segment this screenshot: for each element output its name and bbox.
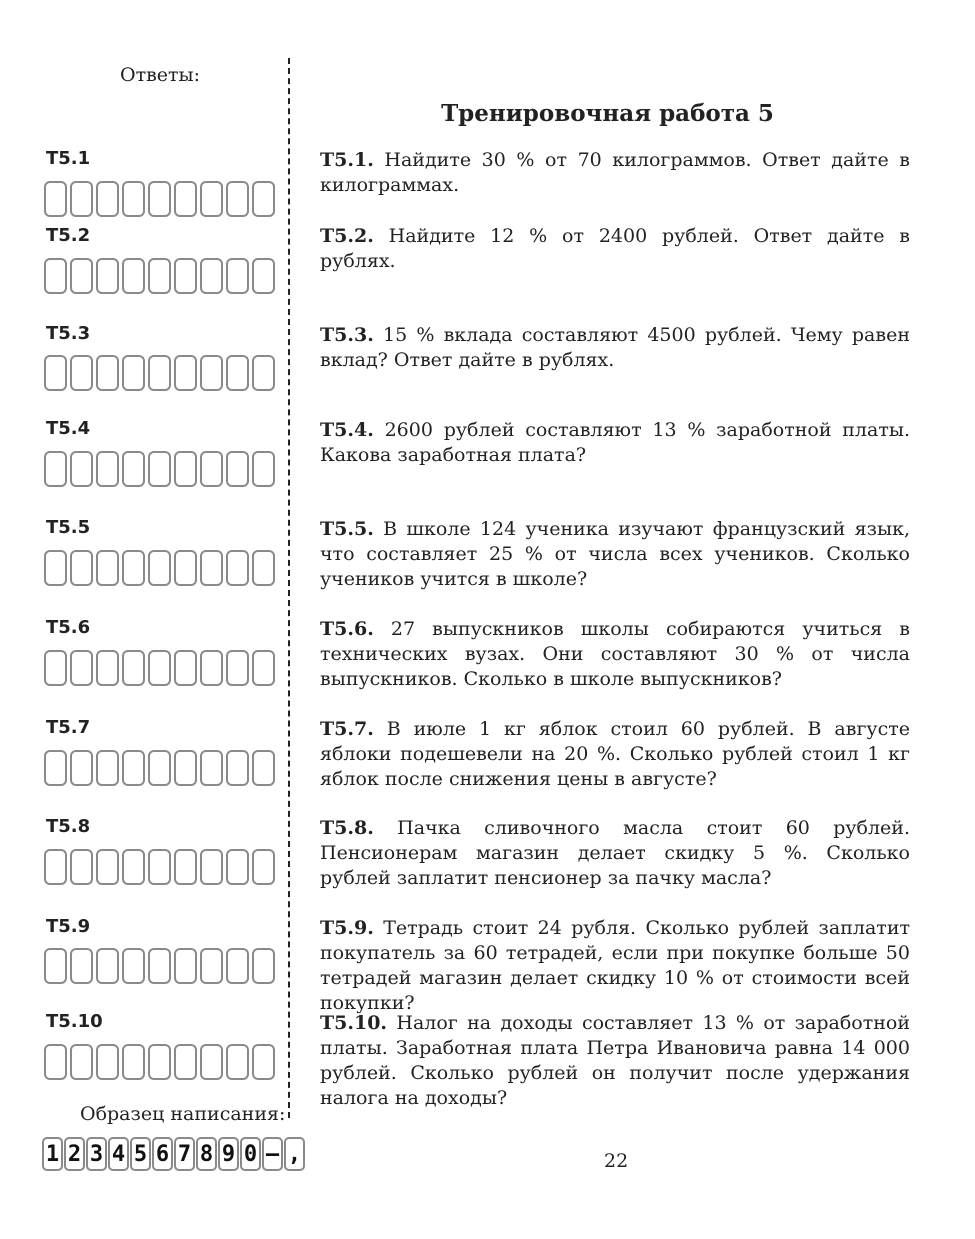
task-number: T5.9.	[320, 917, 374, 939]
task-text: 2600 рублей составляют 13 % заработной платы. Какова заработная плата?	[320, 419, 911, 466]
answer-cell[interactable]	[148, 948, 171, 984]
answer-label: T5.1	[46, 148, 91, 169]
answer-label: T5.9	[46, 916, 91, 937]
answer-cell[interactable]	[174, 650, 197, 686]
answer-cell[interactable]	[44, 1044, 67, 1080]
task-item	[320, 224, 910, 274]
task-item	[320, 418, 910, 468]
task-text: Налог на доходы составляет 13 % от заработной платы. Заработная плата Петра Ивановича равна 14 000 рублей. Сколько рублей он получит после удержания налога на доходы?	[320, 1012, 911, 1109]
answer-cell[interactable]	[174, 550, 197, 586]
answer-cell[interactable]	[122, 750, 145, 786]
answer-cells	[44, 1044, 275, 1080]
answer-cells	[44, 849, 275, 885]
task-text: Тетрадь стоит 24 рубля. Сколько рублей заплатит покупатель за 60 тетрадей, если при покупке больше 50 тетрадей магазин делает скидку 10 % от стоимости всей покупки?	[320, 917, 910, 1014]
answer-cell[interactable]	[122, 451, 145, 487]
dashed-divider	[288, 58, 290, 1118]
task-number: T5.8.	[320, 817, 374, 839]
answer-cells	[44, 355, 275, 391]
sample-char-box: 9	[218, 1137, 239, 1171]
task-number: T5.5.	[320, 518, 374, 540]
answer-cell[interactable]	[226, 849, 249, 885]
answer-cell[interactable]	[70, 650, 93, 686]
sample-char-box: 3	[86, 1137, 107, 1171]
task-item	[320, 717, 910, 792]
task-text: В июле 1 кг яблок стоил 60 рублей. В августе яблоки подешевели на 20 %. Сколько рублей стоил 1 кг яблок после снижения цены в августе?	[320, 718, 910, 790]
task-number: T5.2.	[320, 225, 374, 247]
answer-cell[interactable]	[226, 355, 249, 391]
answer-cell[interactable]	[252, 355, 275, 391]
answer-cells	[44, 451, 275, 487]
sample-label: Образец написания:	[80, 1103, 286, 1125]
answer-cell[interactable]	[96, 550, 119, 586]
sample-char-box: 0	[240, 1137, 261, 1171]
answer-cell[interactable]	[96, 948, 119, 984]
task-item	[320, 323, 910, 373]
answer-cell[interactable]	[44, 181, 67, 217]
task-text: Найдите 30 % от 70 килограммов. Ответ дайте в килограммах.	[320, 149, 910, 196]
answer-cell[interactable]	[148, 650, 171, 686]
answer-cell[interactable]	[96, 1044, 119, 1080]
sample-char-box: 1	[42, 1137, 63, 1171]
answer-cells	[44, 258, 275, 294]
answer-cells	[44, 550, 275, 586]
answer-cell[interactable]	[174, 750, 197, 786]
answer-label: T5.8	[46, 816, 91, 837]
answer-cell[interactable]	[44, 451, 67, 487]
task-number: T5.1.	[320, 149, 374, 171]
answer-cell[interactable]	[200, 181, 223, 217]
answer-cell[interactable]	[174, 948, 197, 984]
task-item	[320, 816, 910, 891]
task-text: 27 выпускников школы собираются учиться в технических вузах. Они составляют 30 % от числа выпускников. Сколько в школе выпускников?	[320, 618, 911, 690]
answer-cell[interactable]	[252, 948, 275, 984]
task-text: В школе 124 ученика изучают французский язык, что составляет 25 % от числа всех учеников. Сколько учеников учится в школе?	[320, 518, 911, 590]
answer-label: T5.4	[46, 418, 91, 439]
task-number: T5.6.	[320, 618, 374, 640]
answer-cell[interactable]	[44, 948, 67, 984]
task-number: T5.4.	[320, 419, 374, 441]
answer-cell[interactable]	[122, 550, 145, 586]
task-item	[320, 517, 910, 592]
task-item	[320, 916, 910, 1016]
answer-cell[interactable]	[226, 750, 249, 786]
sample-handwriting-boxes	[42, 1137, 305, 1171]
answer-cell[interactable]	[226, 948, 249, 984]
answer-cell[interactable]	[70, 550, 93, 586]
answer-cell[interactable]	[226, 1044, 249, 1080]
answer-cell[interactable]	[226, 650, 249, 686]
answer-cell[interactable]	[44, 355, 67, 391]
answer-cell[interactable]	[200, 258, 223, 294]
answer-cell[interactable]	[70, 1044, 93, 1080]
answer-cell[interactable]	[44, 550, 67, 586]
answer-cell[interactable]	[96, 451, 119, 487]
answer-label: T5.6	[46, 617, 91, 638]
answer-cell[interactable]	[200, 948, 223, 984]
answer-cell[interactable]	[226, 451, 249, 487]
answer-cells	[44, 948, 275, 984]
sample-char-box: 7	[174, 1137, 195, 1171]
answer-cell[interactable]	[44, 750, 67, 786]
answer-cell[interactable]	[122, 258, 145, 294]
answer-cell[interactable]	[226, 258, 249, 294]
answer-cell[interactable]	[70, 258, 93, 294]
answer-cell[interactable]	[200, 1044, 223, 1080]
answer-cell[interactable]	[252, 550, 275, 586]
sample-char-box: 2	[64, 1137, 85, 1171]
answer-cell[interactable]	[96, 750, 119, 786]
answer-label: T5.10	[46, 1011, 103, 1032]
page-number: 22	[604, 1150, 629, 1172]
answer-cell[interactable]	[148, 1044, 171, 1080]
answer-cell[interactable]	[122, 948, 145, 984]
sample-char-box: 5	[130, 1137, 151, 1171]
answer-cell[interactable]	[122, 355, 145, 391]
answer-cell[interactable]	[252, 451, 275, 487]
answer-cell[interactable]	[226, 181, 249, 217]
answer-cell[interactable]	[252, 181, 275, 217]
answer-cell[interactable]	[174, 1044, 197, 1080]
answer-cell[interactable]	[252, 1044, 275, 1080]
answer-label: T5.3	[46, 323, 91, 344]
answer-cells	[44, 750, 275, 786]
answer-cell[interactable]	[148, 355, 171, 391]
answer-cell[interactable]	[96, 849, 119, 885]
answer-cell[interactable]	[252, 258, 275, 294]
task-item	[320, 1011, 910, 1111]
answer-cell[interactable]	[96, 258, 119, 294]
answer-cell[interactable]	[148, 181, 171, 217]
answer-cell[interactable]	[148, 750, 171, 786]
answer-cell[interactable]	[148, 849, 171, 885]
answer-cell[interactable]	[70, 451, 93, 487]
answer-cell[interactable]	[44, 650, 67, 686]
answer-cell[interactable]	[200, 750, 223, 786]
answer-cell[interactable]	[70, 355, 93, 391]
task-number: T5.3.	[320, 324, 374, 346]
answer-cell[interactable]	[200, 849, 223, 885]
answer-cell[interactable]	[226, 550, 249, 586]
answer-cell[interactable]	[174, 355, 197, 391]
answer-cell[interactable]	[200, 451, 223, 487]
answers-title: Ответы:	[120, 64, 201, 86]
answer-cell[interactable]	[44, 849, 67, 885]
task-item	[320, 617, 910, 692]
answer-label: T5.2	[46, 225, 91, 246]
answer-cell[interactable]	[200, 355, 223, 391]
answer-cell[interactable]	[252, 650, 275, 686]
answer-label: T5.7	[46, 717, 91, 738]
answer-cell[interactable]	[70, 181, 93, 217]
answer-cell[interactable]	[252, 849, 275, 885]
answer-cell[interactable]	[96, 181, 119, 217]
answer-cell[interactable]	[70, 948, 93, 984]
answer-cell[interactable]	[70, 750, 93, 786]
answer-cell[interactable]	[122, 181, 145, 217]
answer-cells	[44, 650, 275, 686]
sample-char-box: –	[262, 1137, 283, 1171]
task-text: 15 % вклада составляют 4500 рублей. Чему равен вклад? Ответ дайте в рублях.	[320, 324, 910, 371]
answer-cell[interactable]	[96, 355, 119, 391]
answer-cell[interactable]	[148, 451, 171, 487]
answer-cell[interactable]	[200, 650, 223, 686]
answer-cell[interactable]	[200, 550, 223, 586]
sample-char-box: 6	[152, 1137, 173, 1171]
answer-cell[interactable]	[96, 650, 119, 686]
answer-cell[interactable]	[44, 258, 67, 294]
sample-char-box: 4	[108, 1137, 129, 1171]
answer-cell[interactable]	[174, 849, 197, 885]
answer-cell[interactable]	[122, 849, 145, 885]
sample-char-box: ,	[284, 1137, 305, 1171]
answer-cell[interactable]	[122, 650, 145, 686]
answer-cell[interactable]	[174, 181, 197, 217]
answer-cell[interactable]	[148, 550, 171, 586]
answer-label: T5.5	[46, 517, 91, 538]
page-title: Тренировочная работа 5	[441, 100, 774, 127]
answer-cell[interactable]	[174, 451, 197, 487]
answer-cell[interactable]	[148, 258, 171, 294]
sample-char-box: 8	[196, 1137, 217, 1171]
task-number: T5.7.	[320, 718, 374, 740]
answer-cell[interactable]	[252, 750, 275, 786]
answer-cell[interactable]	[174, 258, 197, 294]
task-number: T5.10.	[320, 1012, 388, 1034]
answer-cell[interactable]	[70, 849, 93, 885]
answer-cells	[44, 181, 275, 217]
task-text: Найдите 12 % от 2400 рублей. Ответ дайте в рублях.	[320, 225, 910, 272]
answer-cell[interactable]	[122, 1044, 145, 1080]
task-item	[320, 148, 910, 198]
task-text: Пачка сливочного масла стоит 60 рублей. Пенсионерам магазин делает скидку 5 %. Сколько рублей заплатит пенсионер за пачку масла?	[320, 817, 911, 889]
